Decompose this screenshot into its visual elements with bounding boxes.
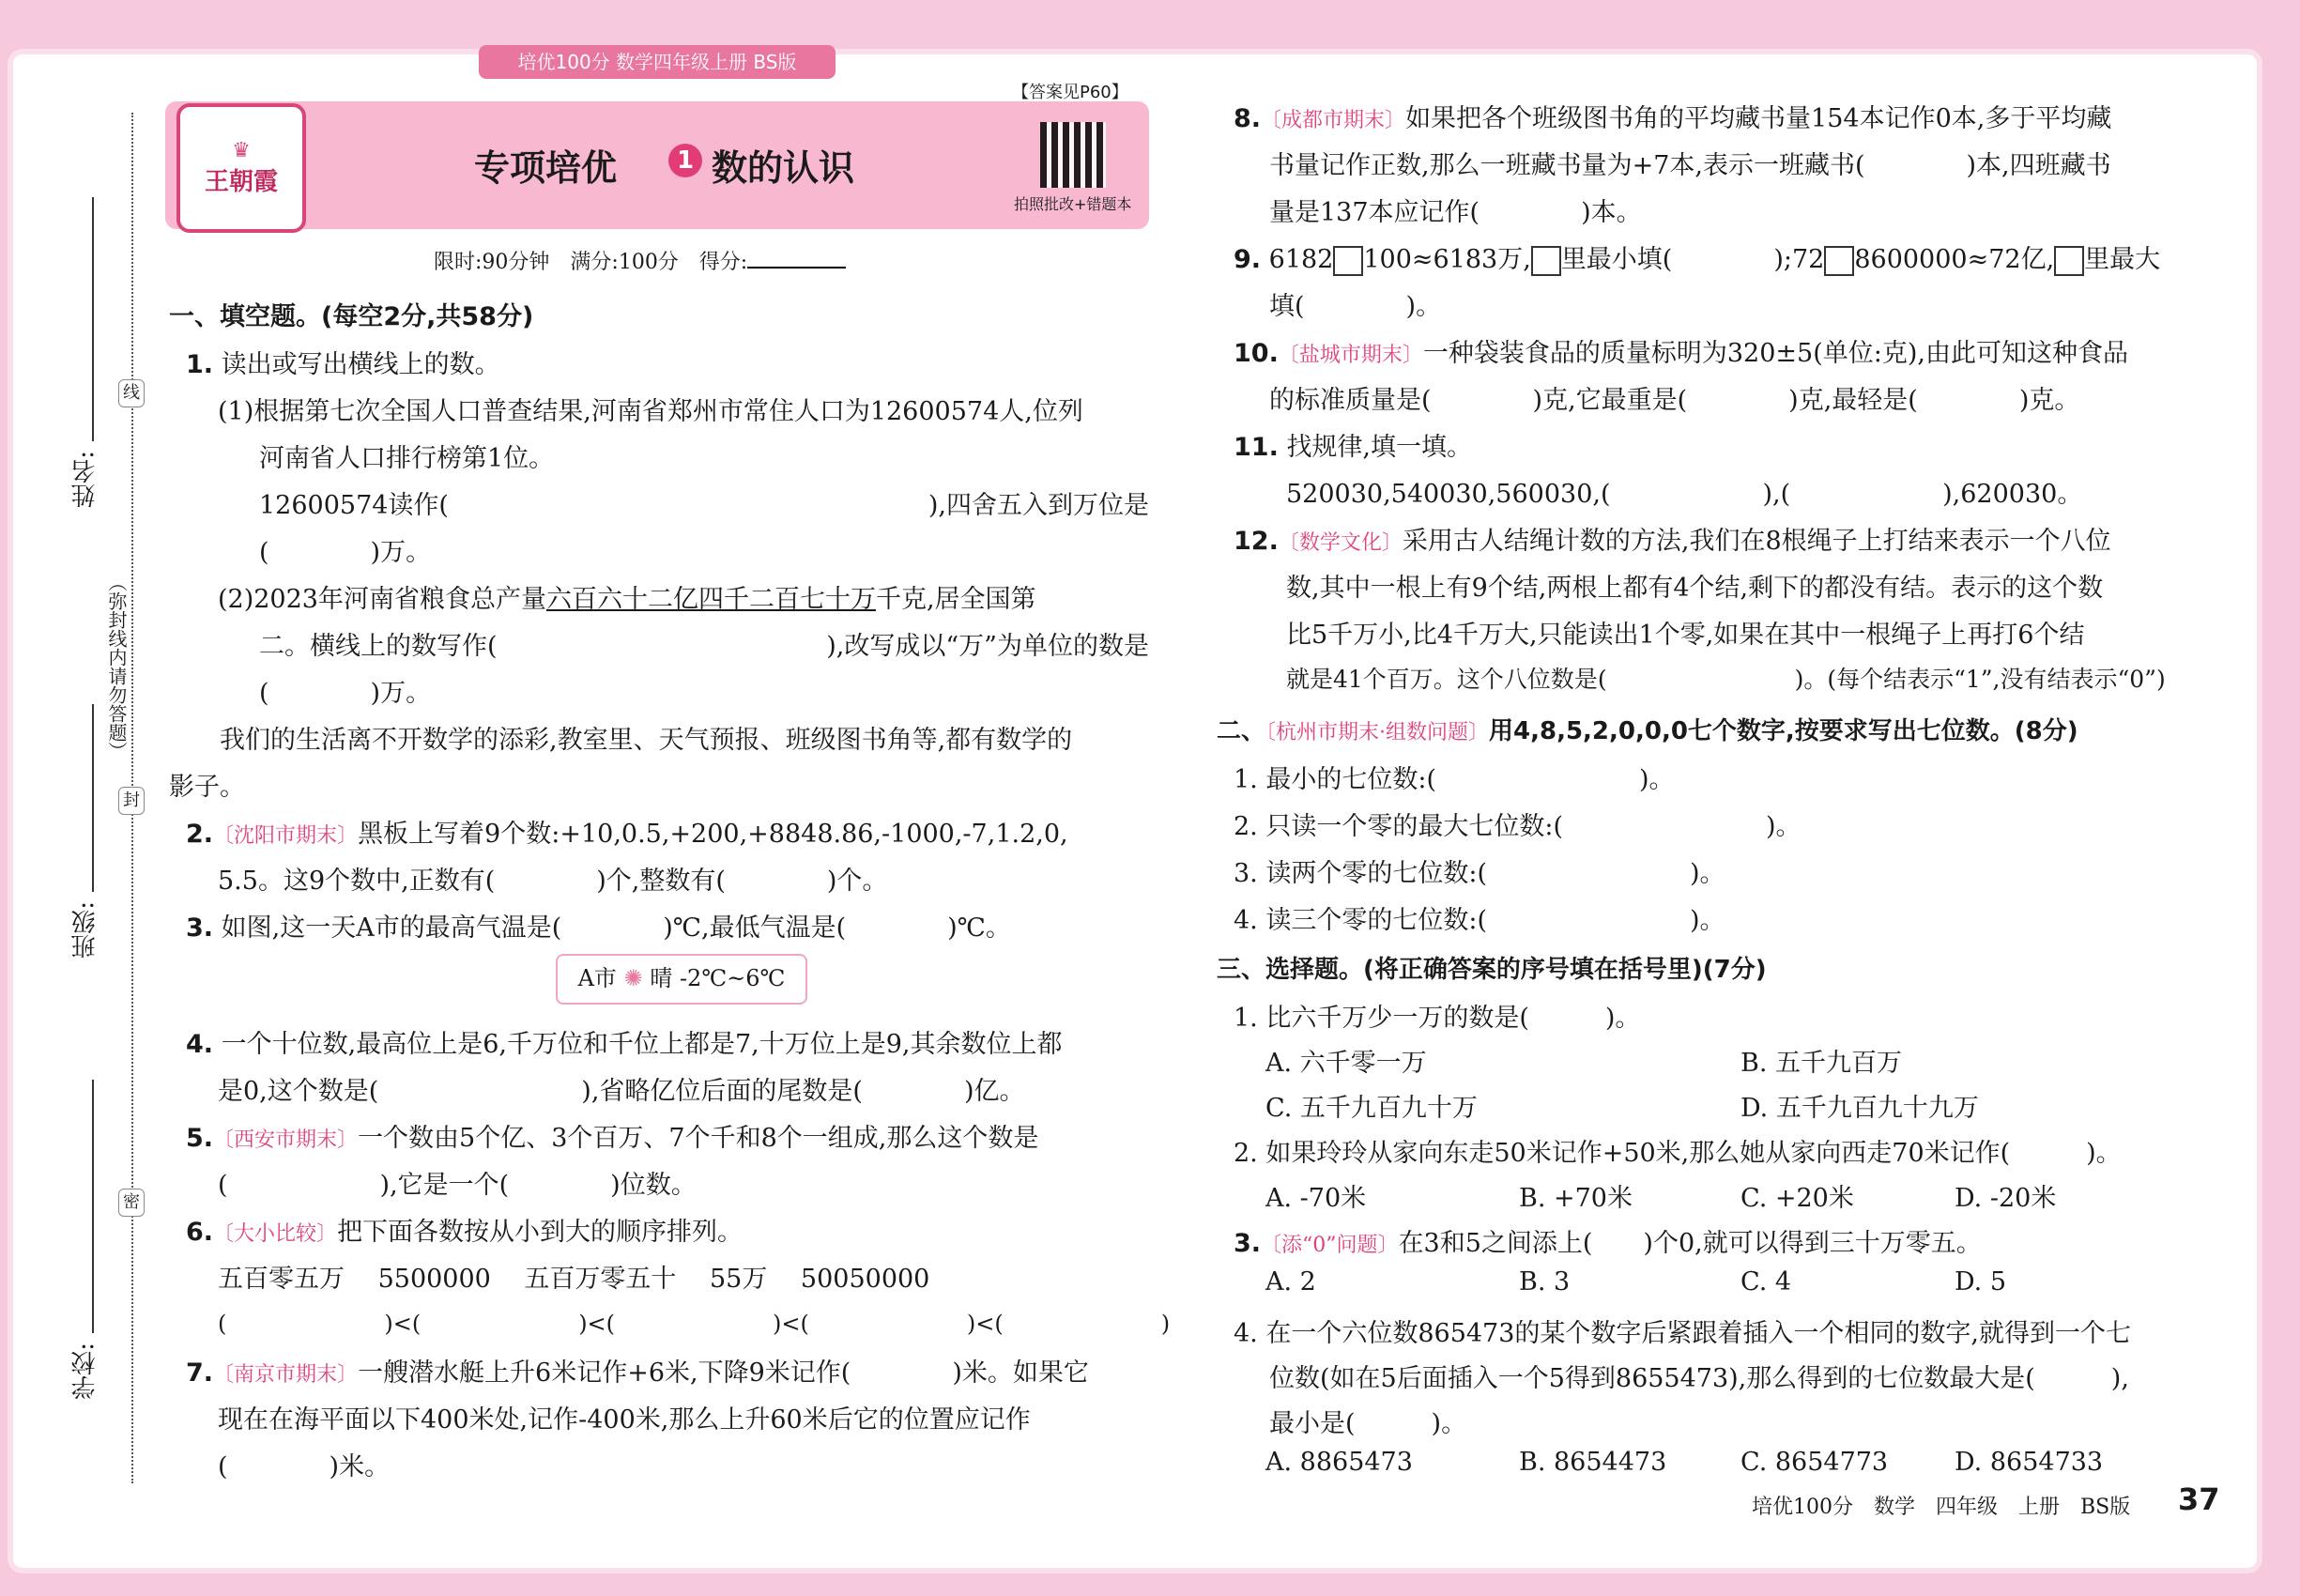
brand-logo — [176, 103, 306, 233]
c3-option-c[interactable]: C. 4 — [1740, 1267, 1792, 1297]
q4-number: 4. — [186, 1030, 214, 1059]
top-band: 培优100分 数学四年级上册 BS版 — [479, 45, 836, 79]
q2-text1: 黑板上写着9个数:+10,0.5,+200,+8848.86,-1000,-7,1.2,0, — [358, 820, 1068, 849]
q1-number: 1. — [186, 350, 214, 379]
c3-tag: 〔添“0”问题〕 — [1261, 1234, 1399, 1257]
c1-question: 1. 比六千万少一万的数是( )。 — [1234, 1004, 1641, 1033]
mark-xian: 线 — [118, 379, 145, 407]
q7-line1 — [186, 1352, 1089, 1389]
class-label: 班级: — [71, 901, 100, 959]
answer-reference: 【答案见P60】 — [1012, 83, 1128, 102]
school-label: 学校: — [71, 1343, 100, 1400]
c2-option-a[interactable]: A. -70米 — [1265, 1184, 1367, 1213]
q1a-round-prompt: ),四舍五入到万位是 — [928, 491, 1149, 520]
q12-tag: 〔数学文化〕 — [1278, 531, 1403, 555]
q4-text1: 一个十位数,最高位上是6,千万位和千位上都是7,十万位上是9,其余数位上都 — [221, 1030, 1063, 1059]
section-2-prefix: 二、 — [1217, 717, 1266, 745]
q7-line3: ( )米。 — [218, 1452, 391, 1481]
s2-q1: 1. 最小的七位数:( )。 — [1234, 765, 1675, 794]
intro-line2: 影子。 — [169, 773, 245, 802]
q2-tag: 〔沈阳市期末〕 — [213, 824, 359, 848]
q7-text1: 一艘潜水艇上升6米记作+6米,下降9米记作( )米。如果它 — [358, 1358, 1089, 1388]
seal-notice: （弥封线内请勿答题） — [105, 573, 128, 760]
q6-text1: 把下面各数按从小到大的顺序排列。 — [337, 1218, 744, 1247]
c3-option-a[interactable]: A. 2 — [1265, 1267, 1316, 1297]
crown-icon: ♛ — [232, 139, 251, 162]
c1-option-c[interactable]: C. 五千九百九十万 — [1265, 1094, 1478, 1123]
q8-line2: 书量记作正数,那么一班藏书量为+7本,表示一班藏书( )本,四班藏书 — [1269, 151, 2111, 180]
q11-number: 11. — [1234, 433, 1279, 462]
section-3-title: 三、选择题。(将正确答案的序号填在括号里)(7分) — [1217, 956, 1767, 984]
q1b-text-a: (2)2023年河南省粮食总产量 — [218, 585, 546, 614]
section-2-text: 用4,8,5,2,0,0,0七个数字,按要求写出七位数。(8分) — [1489, 717, 2078, 745]
section-2-tag: 〔杭州市期末·组数问题〕 — [1265, 721, 1490, 744]
q11-line1 — [1234, 426, 1472, 463]
q3-text: 如图,这一天A市的最高气温是( )℃,最低气温是( )℃。 — [221, 913, 1011, 943]
school-field[interactable] — [92, 1080, 94, 1333]
q9-number: 9. — [1234, 245, 1262, 274]
q1a-line2: 河南省人口排行榜第1位。 — [259, 444, 555, 473]
q6-numbers: 五百零五万 5500000 五百万零五十 55万 50050000 — [218, 1265, 930, 1294]
c3-text: 在3和5之间添上( )个0,就可以得到三十万零五。 — [1398, 1229, 1982, 1258]
q6-order-blanks: ( )<( )<( )<( )<( ) — [218, 1311, 1171, 1337]
footer-text: 培优100分 数学 四年级 上册 BS版 — [1752, 1496, 2131, 1519]
q3-line1 — [186, 907, 1011, 944]
q1a-line4: ( )万。 — [259, 538, 432, 567]
c4-option-c[interactable]: C. 8654773 — [1740, 1448, 1889, 1477]
c2-option-c[interactable]: C. +20米 — [1740, 1184, 1854, 1213]
q12-number: 12. — [1234, 527, 1279, 556]
q11-line2: 520030,540030,560030,( ),( ),620030。 — [1286, 480, 2083, 509]
weather-city: A市 — [577, 965, 617, 991]
q6-tag: 〔大小比较〕 — [213, 1222, 338, 1246]
weather-text: 晴 -2℃~6℃ — [650, 965, 786, 991]
q1b-line3: ( )万。 — [259, 679, 432, 708]
q1b-convert-prompt: ),改写成以“万”为单位的数是 — [826, 632, 1149, 661]
q9-box3[interactable] — [1824, 246, 1854, 276]
q1b-line1 — [218, 578, 1036, 615]
q9-line2: 填( )。 — [1269, 292, 1442, 321]
q9-box2[interactable] — [1531, 246, 1561, 276]
c4-option-d[interactable]: D. 8654733 — [1955, 1448, 2104, 1477]
q5-line2: ( ),它是一个( )位数。 — [218, 1171, 697, 1200]
c4-option-b[interactable]: B. 8654473 — [1519, 1448, 1667, 1477]
q10-tag: 〔盐城市期末〕 — [1278, 344, 1423, 367]
sun-icon: ✺ — [623, 965, 643, 991]
qr-code-icon[interactable] — [1040, 122, 1106, 188]
q9-line1 — [1234, 238, 2160, 276]
q2-line1 — [186, 813, 1068, 850]
page-number: 37 — [2178, 1481, 2220, 1517]
class-field[interactable] — [92, 704, 94, 892]
logo-text: 王朝霞 — [204, 168, 278, 196]
q12-line4: 就是41个百万。这个八位数是( )。(每个结表示“1”,没有结表示“0”) — [1286, 666, 2166, 693]
c3-option-b[interactable]: B. 3 — [1519, 1267, 1571, 1297]
q1 — [186, 344, 500, 380]
q5-line1 — [186, 1117, 1038, 1154]
q12-text1: 采用古人结绳计数的方法,我们在8根绳子上打结来表示一个八位 — [1402, 527, 2111, 556]
title-number-badge: 1 — [668, 144, 702, 177]
q7-line2: 现在在海平面以下400米处,记作-400米,那么上升60米后它的位置应记作 — [218, 1405, 1031, 1435]
time-score-line — [434, 246, 846, 275]
q1b-underlined: 六百六十二亿四千二百七十万 — [545, 585, 876, 614]
q1a-line1: (1)根据第七次全国人口普查结果,河南省郑州市常住人口为12600574人,位列 — [218, 397, 1083, 426]
c4-line3: 最小是( )。 — [1269, 1409, 1467, 1438]
q4-line1 — [186, 1023, 1063, 1060]
q8-tag: 〔成都市期末〕 — [1261, 109, 1406, 132]
q9-box1[interactable] — [1333, 246, 1363, 276]
mark-feng: 封 — [118, 787, 145, 815]
q9-c: 里最小填( );72 — [1560, 245, 1825, 274]
q9-box4[interactable] — [2054, 246, 2084, 276]
title-special: 专项培优 — [474, 147, 618, 189]
q1-text: 读出或写出横线上的数。 — [221, 350, 500, 379]
q5-tag: 〔西安市期末〕 — [213, 1128, 359, 1152]
c4-option-a[interactable]: A. 8865473 — [1265, 1448, 1413, 1477]
q1b-text-b: 千克,居全国第 — [875, 585, 1036, 614]
q1b-write-prompt: 二。横线上的数写作( — [259, 632, 498, 661]
q7-number: 7. — [186, 1358, 214, 1388]
q6-line1 — [186, 1211, 743, 1248]
qr-caption: 拍照批改+错题本 — [1014, 195, 1132, 213]
q6-number: 6. — [186, 1218, 214, 1247]
c3-question — [1234, 1222, 1982, 1259]
q10-text1: 一种袋装食品的质量标明为320±5(单位:克),由此可知这种食品 — [1422, 339, 2128, 368]
q2-line2: 5.5。这9个数中,正数有( )个,整数有( )个。 — [218, 867, 888, 896]
mark-mi: 密 — [118, 1189, 145, 1217]
time-score-text: 限时:90分钟 满分:100分 得分: — [434, 251, 748, 274]
c1-option-d[interactable]: D. 五千九百九十九万 — [1740, 1094, 1979, 1123]
name-label: 姓名: — [71, 451, 100, 508]
q1b-line2 — [259, 625, 1149, 662]
q1a-read-prompt: 12600574读作( — [259, 491, 449, 520]
q8-number: 8. — [1234, 104, 1262, 133]
c2-question: 2. 如果玲玲从家向东走50米记作+50米,那么她从家向西走70米记作( )。 — [1234, 1139, 2122, 1168]
q8-line1 — [1234, 98, 2111, 134]
name-field[interactable] — [92, 197, 94, 441]
q8-line3: 量是137本应记作( )本。 — [1269, 198, 1642, 227]
c2-option-d[interactable]: D. -20米 — [1955, 1184, 2057, 1213]
q12-line1 — [1234, 520, 2111, 557]
q12-line2: 数,其中一根上有9个结,两根上都有4个结,剩下的都没有结。表示的这个数 — [1286, 574, 2104, 603]
section-2-title — [1217, 712, 2078, 746]
score-blank[interactable] — [747, 250, 846, 269]
q11-text1: 找规律,填一填。 — [1286, 433, 1473, 462]
q3-number: 3. — [186, 913, 214, 943]
s2-q3: 3. 读两个零的七位数:( )。 — [1234, 859, 1725, 888]
q10-line1 — [1234, 332, 2128, 369]
q5-number: 5. — [186, 1124, 214, 1153]
q2-number: 2. — [186, 820, 214, 849]
c3-number: 3. — [1234, 1229, 1262, 1258]
s2-q2: 2. 只读一个零的最大七位数:( )。 — [1234, 812, 1802, 841]
q8-text1: 如果把各个班级图书角的平均藏书量154本记作0本,多于平均藏 — [1405, 104, 2112, 133]
s2-q4: 4. 读三个零的七位数:( )。 — [1234, 906, 1725, 935]
q9-e: 里最大 — [2084, 245, 2161, 274]
q1a-line3 — [259, 484, 1149, 521]
c2-option-b[interactable]: B. +70米 — [1519, 1184, 1633, 1213]
q5-text1: 一个数由5个亿、3个百万、7个千和8个一组成,那么这个数是 — [358, 1124, 1039, 1153]
q10-number: 10. — [1234, 339, 1279, 368]
q7-tag: 〔南京市期末〕 — [213, 1363, 359, 1387]
title-banner — [165, 101, 1149, 229]
q9-b: 100≈6183万, — [1363, 245, 1531, 274]
q12-line3: 比5千万小,比4千万大,只能读出1个零,如果在其中一根绳子上再打6个结 — [1286, 621, 2085, 650]
q10-line2: 的标准质量是( )克,它最重是( )克,最轻是( )克。 — [1269, 386, 2080, 415]
c4-line1: 4. 在一个六位数865473的某个数字后紧跟着插入一个相同的数字,就得到一个七 — [1234, 1319, 2131, 1348]
title-topic: 数的认识 — [712, 147, 855, 189]
q9-a: 6182 — [1268, 245, 1334, 274]
section-1-title: 一、填空题。(每空2分,共58分) — [169, 302, 534, 331]
q4-line2: 是0,这个数是( ),省略亿位后面的尾数是( )亿。 — [218, 1077, 1025, 1106]
c4-line2: 位数(如在5后面插入一个5得到8655473),那么得到的七位数最大是( ), — [1269, 1364, 2129, 1393]
c1-option-a[interactable]: A. 六千零一万 — [1265, 1049, 1427, 1078]
c1-option-b[interactable]: B. 五千九百万 — [1740, 1049, 1903, 1078]
q9-d: 8600000≈72亿, — [1854, 245, 2055, 274]
intro-line1: 我们的生活离不开数学的添彩,教室里、天气预报、班级图书角等,都有数学的 — [220, 726, 1073, 755]
weather-card — [556, 954, 807, 1005]
c3-option-d[interactable]: D. 5 — [1955, 1267, 2007, 1297]
